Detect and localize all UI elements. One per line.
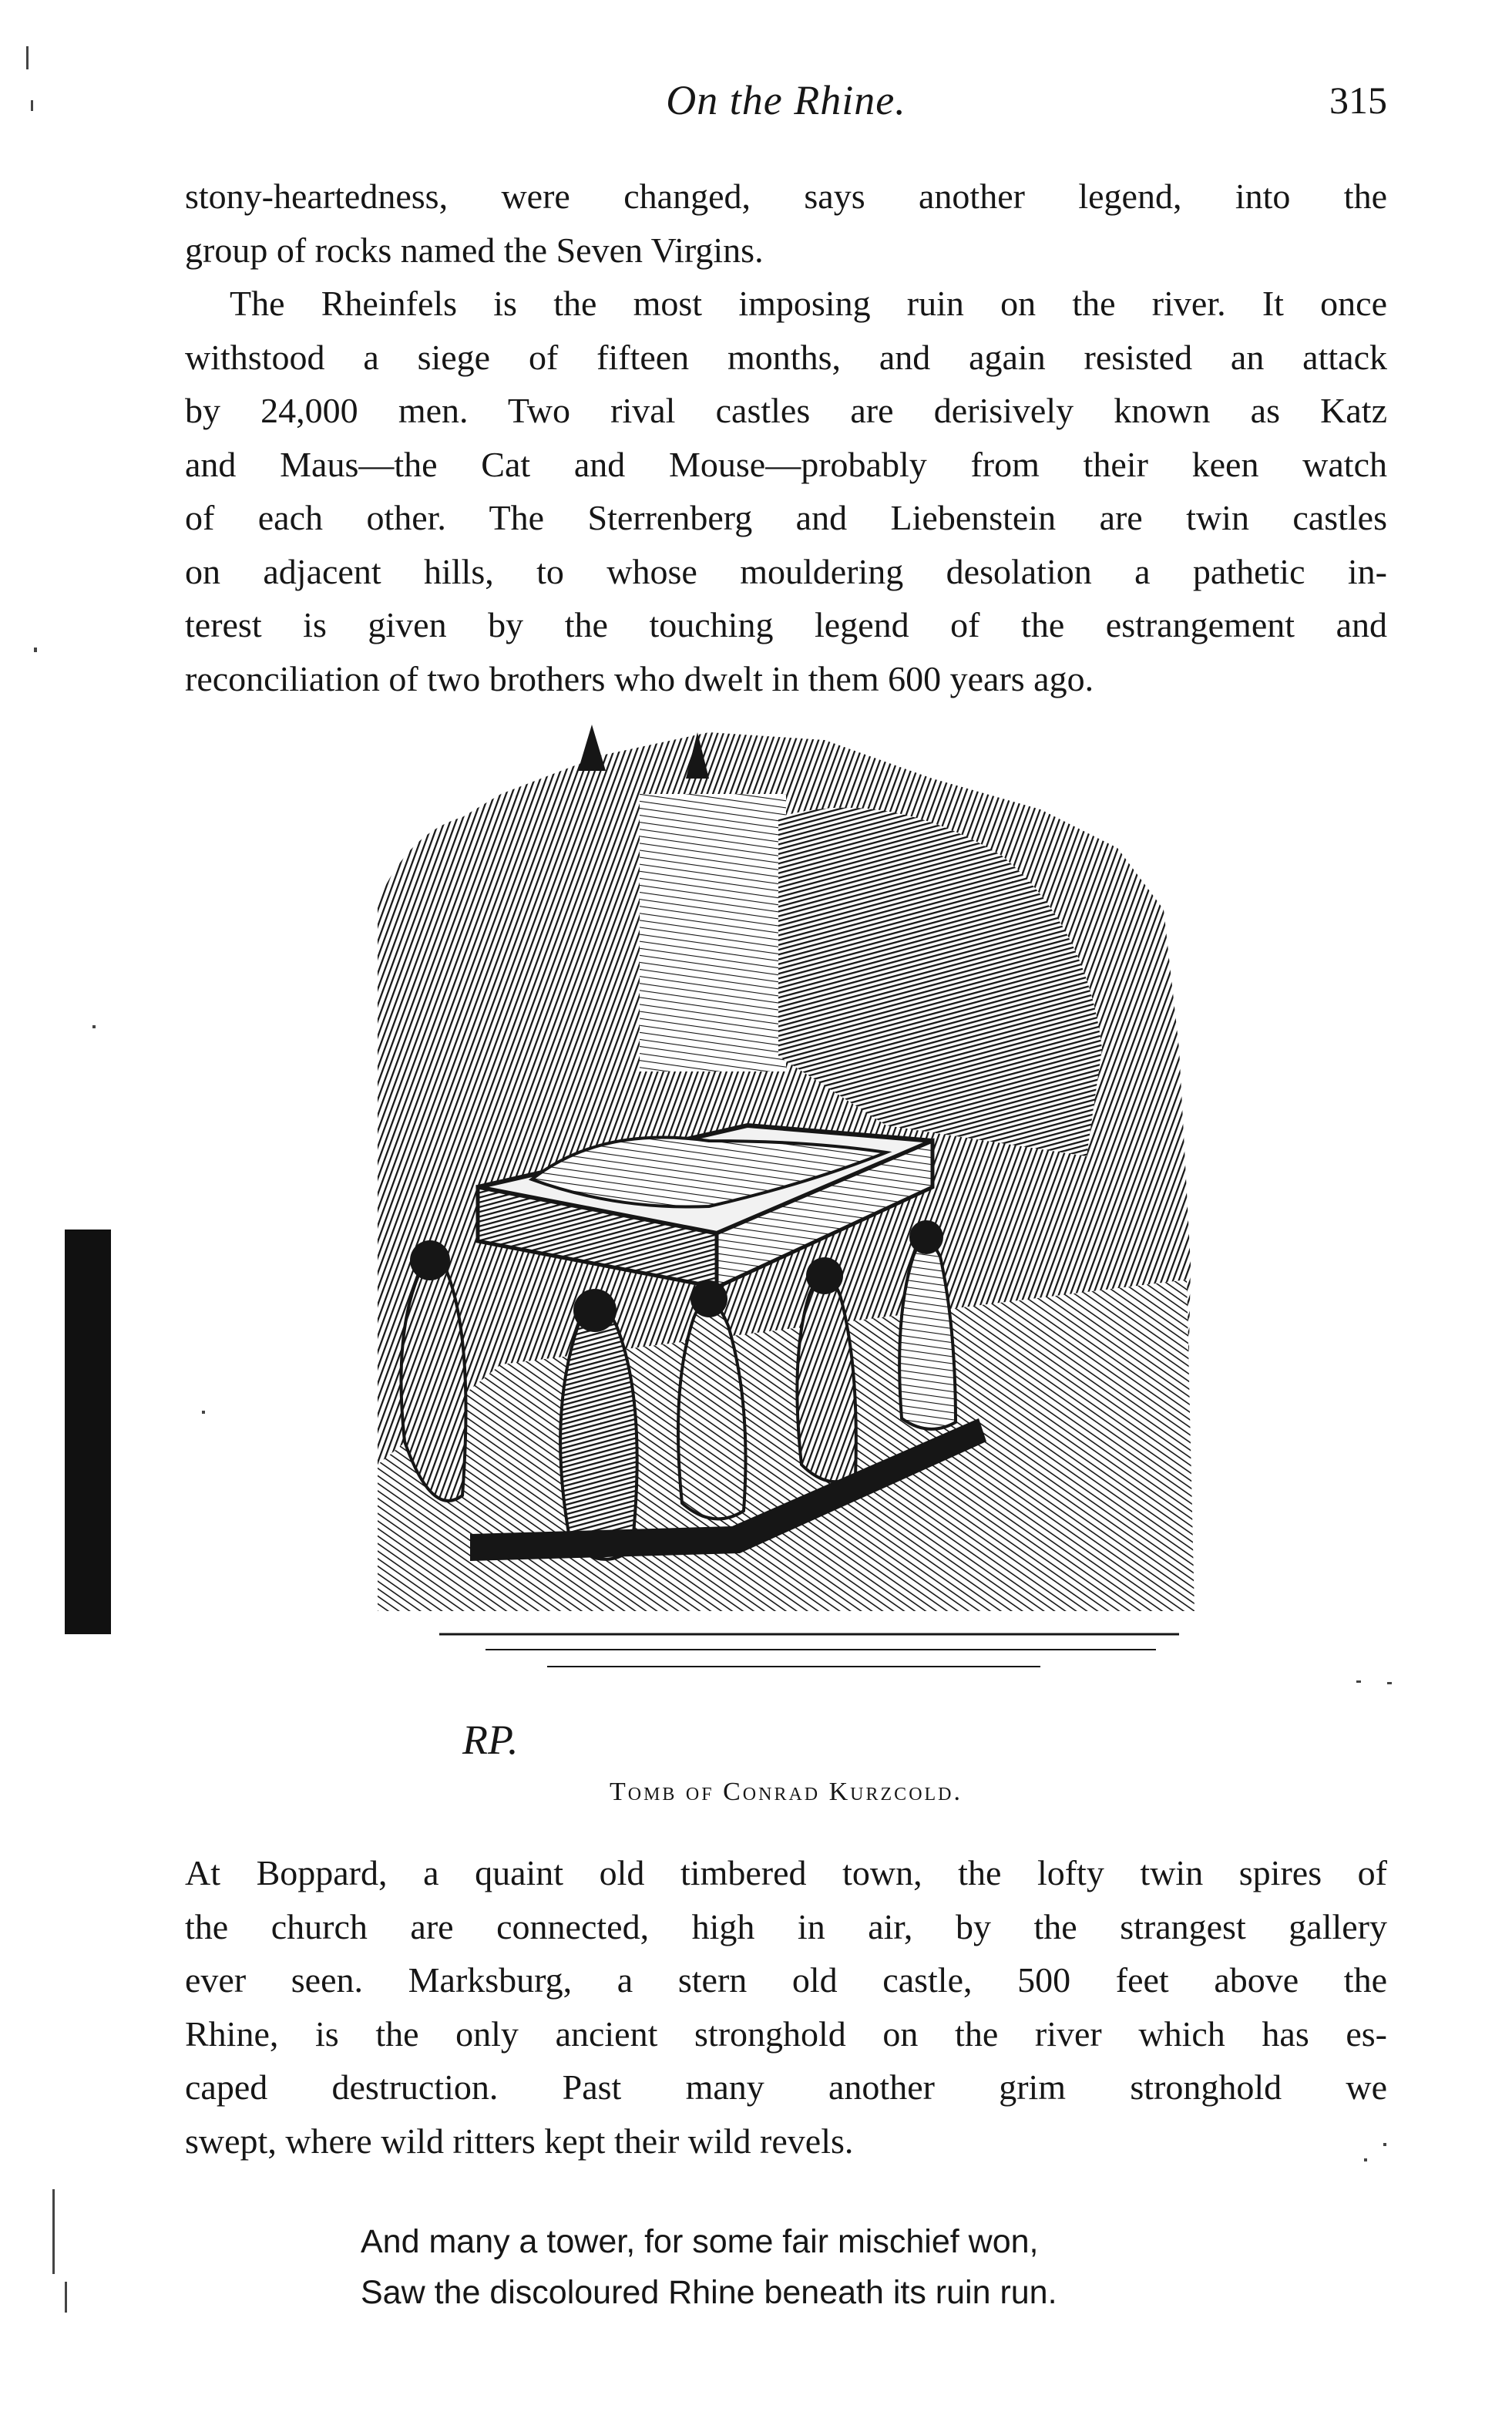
verse-line: And many a tower, for some fair mischief won, [361,2223,1039,2260]
text-line: group of rocks named the Seven Virgins. [185,230,764,270]
verse-quotation [361,2216,1285,2318]
text-line: withstood a siege of fifteen months, and again resisted an attack [185,337,1387,377]
scan-edge-bar [65,1230,111,1634]
text-line: on adjacent hills, to whose mouldering desolation a pathetic in- [185,551,1387,591]
text-line: ever seen. Marksburg, a stern old castle, 500 feet above the [185,1960,1387,2000]
text-line: stony-heartedness, were changed, says another legend, into the [185,177,1387,216]
text-line: terest is given by the touching legend of the estrangement and [185,605,1387,644]
text-line: of each other. The Sterrenberg and Liebenstein are twin castles [185,498,1387,537]
text-line: Rhine, is the only ancient stronghold on the river which has es- [185,2013,1387,2054]
tomb-engraving [347,725,1210,1761]
text-line: and Maus—the Cat and Mouse—probably from their keen watch [185,444,1387,484]
text-line: caped destruction. Past many another grim stronghold we [185,2067,1387,2107]
text-line: At Boppard, a quaint old timbered town, the lofty twin spires of [185,1853,1387,1892]
paragraph-rheinfels [185,170,1387,705]
verse-line: Saw the discoloured Rhine beneath its ruin run. [361,2274,1057,2311]
running-head [185,73,1387,135]
text-line: The Rheinfels is the most imposing ruin on the river. It once [230,284,1387,323]
running-title: On the Rhine. [666,77,906,123]
page-number: 315 [1329,79,1387,122]
engraver-signature: RP. [462,1717,519,1761]
illustration-caption: Tomb of Conrad Kurzcold. [609,1778,963,1806]
text-line: swept, where wild ritters kept their wild revels. [185,2121,854,2161]
text-line: reconciliation of two brothers who dwelt in them 600 years ago. [185,658,1094,698]
text-line: the church are connected, high in air, by the strangest gallery [185,1906,1387,1946]
text-line: by 24,000 men. Two rival castles are derisively known as Katz [185,391,1387,430]
paragraph-boppard [185,1846,1387,2168]
